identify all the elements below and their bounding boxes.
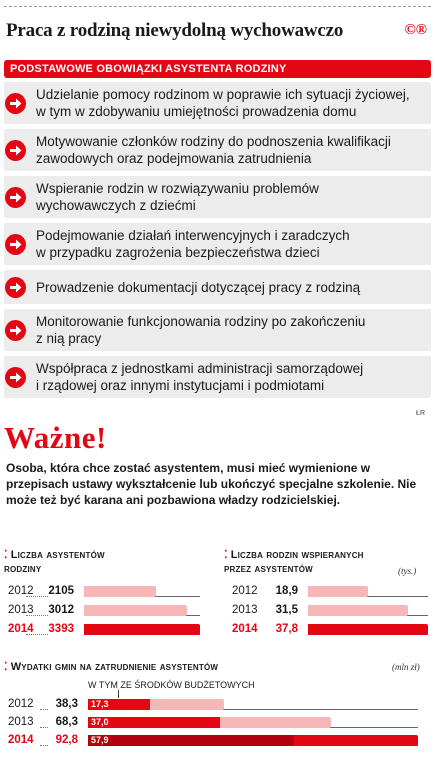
duty-item — [4, 176, 431, 218]
duty-item — [4, 82, 431, 124]
arrow-right-icon — [5, 93, 26, 114]
arrow-right-icon — [5, 234, 26, 255]
arrow-right-icon — [5, 320, 26, 341]
duty-text-line: Współpraca z jednostkami administracji samorządowej — [36, 361, 364, 376]
chart-spending-year-label: 2014 — [8, 734, 34, 746]
chart-spending-heading — [4, 660, 218, 674]
chart-assistants-year-label: 2013 — [8, 604, 34, 616]
chart-spending-title: Wydatki gmin na zatrudnienie asystentów — [10, 661, 219, 673]
arrow-right-icon — [5, 140, 26, 161]
chart-assistants-bar — [84, 586, 156, 597]
duty-text — [36, 313, 427, 347]
chart-assistants-year-label: 2012 — [8, 585, 34, 597]
duty-text-line: Motywowanie członków rodziny do podnoszenia kwalifikacji — [36, 134, 391, 149]
arrow-right-icon — [5, 367, 26, 388]
chart-families-bar — [308, 605, 408, 616]
chart-spending-value-label: 92,8 — [55, 734, 78, 746]
chart-families-year-label: 2013 — [232, 604, 258, 616]
duty-text — [36, 180, 427, 214]
dots-icon: ⁚ — [4, 661, 8, 673]
chart-assistants-heading — [4, 548, 105, 576]
chart-families-title-1: Liczba rodzin wspieranych — [230, 549, 364, 561]
important-heading: Ważne! — [4, 420, 107, 455]
chart-spending-budget-bar: 37,0 — [88, 717, 220, 728]
chart-spending-leader — [40, 745, 48, 746]
duty-text-line: w tym w zdobywaniu umiejętności prowadzenia domu — [36, 104, 357, 119]
duty-item — [4, 356, 431, 398]
dots-icon: ⁚ — [4, 549, 8, 561]
arrow-right-icon — [5, 277, 26, 298]
chart-families-bar — [308, 624, 428, 635]
chart-spending-value-label: 38,3 — [55, 698, 78, 710]
duty-text-line: Podejmowanie działań interwencyjnych i zaradczych — [36, 228, 350, 243]
duty-text-line: Udzielanie pomocy rodzinom w poprawie ich sytuacji życiowej, — [36, 87, 410, 102]
top-dashed-rule — [4, 6, 431, 7]
duty-text-line: Monitorowanie funkcjonowania rodziny po zakończeniu — [36, 314, 366, 329]
chart-assistants-title-1: Liczba asystentów — [10, 549, 105, 561]
chart-assistants-bar — [84, 624, 200, 635]
chart-assistants-bar — [84, 605, 187, 616]
chart-spending-year-label: 2012 — [8, 698, 34, 710]
chart-spending-year-label: 2013 — [8, 716, 34, 728]
duty-text-line: i rządowej oraz innymi instytucjami i podmiotami — [36, 378, 325, 393]
duty-text — [36, 279, 427, 296]
chart-assistants-title-2: rodziny — [4, 563, 42, 575]
duty-text-line: w przypadku zagrożenia bezpieczeństwa dzieci — [36, 245, 320, 260]
chart-assistants-value-label: 3012 — [48, 604, 74, 616]
duty-text — [36, 133, 427, 167]
chart-assistants-value-label: 2105 — [48, 585, 74, 597]
duty-text — [36, 360, 427, 394]
duty-item — [4, 309, 431, 351]
duty-text-line: Wspieranie rodzin w rozwiązywaniu problemów — [36, 181, 319, 196]
dots-icon: ⁚ — [224, 549, 228, 561]
chart-families-value-label: 37,8 — [275, 623, 298, 635]
chart-spending-budget-bar: 17,3 — [88, 699, 150, 710]
important-text: Osoba, która chce zostać asystentem, musi mieć wymienione w przepisach ustawy wykształcenie lub ukończyć specjalne szkolenie. Nie może też być karana ani pozbawiona władzy rodzicielskiej. — [6, 461, 417, 507]
chart-families-title-2: przez asystentów — [224, 563, 313, 575]
duties-list — [4, 82, 431, 407]
page-title: Praca z rodziną niewydolną wychowawczo — [6, 20, 344, 41]
brand-logo: ©® — [404, 22, 427, 38]
duties-banner: PODSTAWOWE OBOWIĄZKI ASYSTENTA RODZINY — [4, 60, 431, 78]
chart-families-value-label: 31,5 — [275, 604, 298, 616]
chart-assistants-value-label: 3393 — [48, 623, 74, 635]
author-credit: ŁR — [416, 410, 425, 417]
duty-text — [36, 227, 427, 261]
duty-text-line: wychowawczych z dziećmi — [36, 198, 196, 213]
chart-spending-value-label: 68,3 — [55, 716, 78, 728]
duty-text-line: z nią pracy — [36, 331, 102, 346]
chart-families-value-label: 18,9 — [275, 585, 298, 597]
duty-text — [36, 86, 427, 120]
chart-families-heading — [224, 548, 364, 576]
arrow-right-icon — [5, 187, 26, 208]
chart-spending-leader — [40, 709, 48, 710]
chart-families-year-label: 2014 — [232, 623, 258, 635]
duty-text-line: zawodowych oraz podejmowania zatrudnienia — [36, 151, 312, 166]
chart-spending-budget-bar: 57,9 — [88, 735, 294, 746]
chart-spending-leader — [40, 727, 48, 728]
chart-assistants-year-label: 2014 — [8, 623, 34, 635]
chart-families-unit: (tys.) — [398, 566, 417, 576]
chart-families-year-label: 2012 — [232, 585, 258, 597]
duty-text-line: Prowadzenie dokumentacji dotyczącej pracy z rodziną — [36, 280, 361, 295]
duty-item — [4, 223, 431, 265]
chart-families-bar — [308, 586, 368, 597]
subseries-leader-line — [118, 690, 119, 698]
duty-item — [4, 270, 431, 304]
chart-spending-unit: (mln zł) — [392, 662, 420, 672]
duty-item — [4, 129, 431, 171]
chart-spending-subseries-label: W TYM ZE ŚRODKÓW BUDŻETOWYCH — [88, 680, 255, 690]
